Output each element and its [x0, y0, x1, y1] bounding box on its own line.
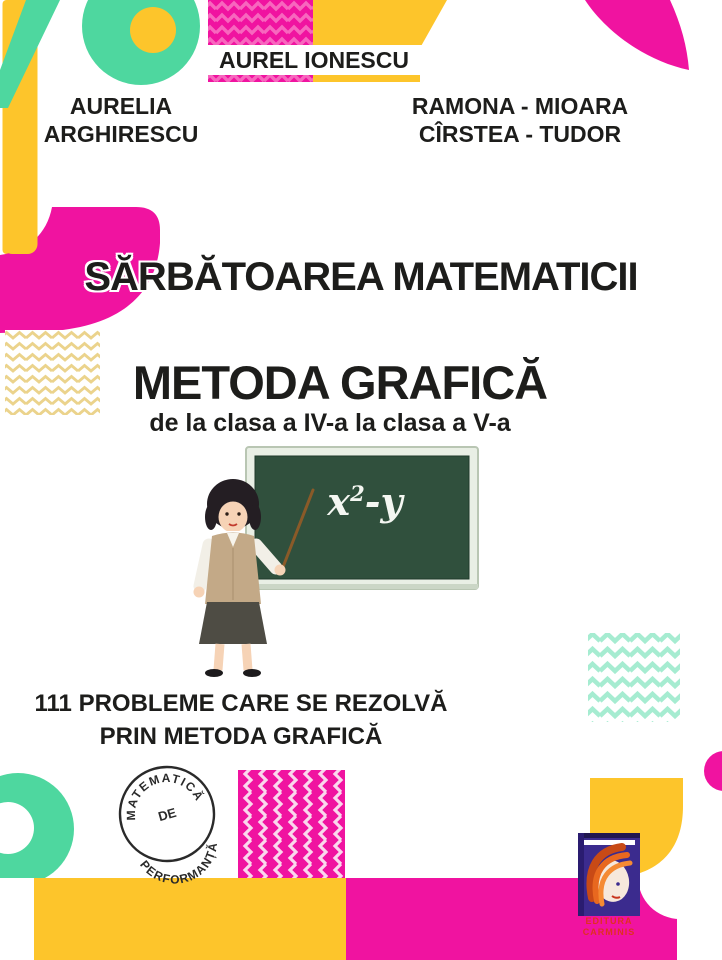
- book-subtitle: METODA GRAFICĂ: [132, 356, 548, 409]
- author-right-line2: CÎRSTEA - TUDOR: [418, 121, 622, 147]
- bottom-left-white-corner: [0, 878, 34, 960]
- formula-tail: -y: [364, 479, 403, 524]
- stamp-arc-top-text: MATEMATICĂ: [123, 770, 207, 821]
- stamp-middle-text: DE: [156, 804, 178, 825]
- yellow-column-lower: [3, 180, 38, 254]
- magenta-swoosh-top-right: [585, 0, 689, 70]
- zigzag-square-mint: [588, 633, 680, 722]
- publisher-name-line1: EDITURA: [585, 916, 633, 926]
- author-right-line1: RAMONA - MIOARA: [411, 93, 629, 119]
- author-left-name: [15, 92, 227, 148]
- book-title: SĂRBĂTOAREA MATEMATICII: [84, 255, 638, 299]
- stamp-arc-bottom-text: PERFORMANȚĂ: [137, 840, 221, 887]
- formula-exponent: 2: [350, 481, 365, 506]
- yellow-bottom-band: [34, 878, 346, 960]
- publisher-logo: [578, 833, 640, 916]
- formula-base: x: [327, 479, 351, 524]
- magenta-bump-right-edge: [704, 751, 722, 791]
- zigzag-square-bottom-pink: [238, 770, 345, 878]
- author-left-line2: ARGHIRESCU: [43, 121, 199, 147]
- teal-donut-hole: [130, 7, 176, 53]
- tagline-line1: 111 PROBLEME CARE SE REZOLVĂ: [34, 690, 448, 717]
- chalk-formula: [300, 479, 430, 524]
- author-top-name: AUREL IONESCU: [200, 45, 428, 75]
- performance-stamp: [109, 756, 233, 898]
- author-right-name: [400, 92, 640, 148]
- author-left-line1: AURELIA: [69, 93, 173, 119]
- grade-range: de la clasa a IV-a la clasa a V-a: [149, 409, 511, 437]
- publisher-name-line2: CARMINIS: [582, 927, 636, 937]
- tagline-line2: PRIN METODA GRAFICĂ: [99, 723, 383, 750]
